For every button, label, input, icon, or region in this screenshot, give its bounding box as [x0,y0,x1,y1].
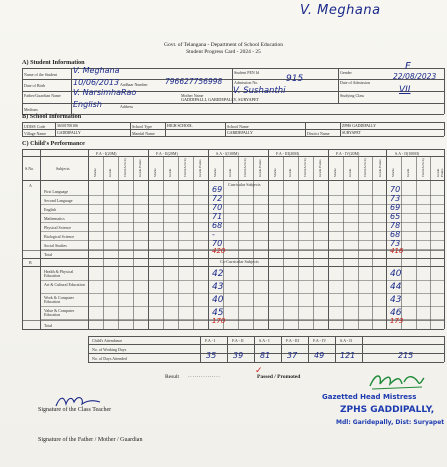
cocurricular-sa1-mark: 45 [212,308,224,318]
att-hdr-sa1: S.A - I [259,338,270,343]
att-hdr-fa2: F.A - II [232,338,244,343]
att-hdr-fa1: F.A - I [205,338,216,343]
cocurricular-name: Work & Computer Education [44,295,74,305]
value-address: GADDIPALLI, GARIDEPALLY, SURYAPET [181,97,260,102]
sub-header: Grade [288,168,292,177]
subject-sa2-mark: 68 [390,230,401,239]
att-sa1: 81 [260,351,271,360]
value-aadhaar: 796627756998 [165,77,223,86]
col-sa1: S.A - I(100M) [216,151,239,156]
sub-header: Grade Points [378,159,382,177]
header-title: Student Progress Card - 2024 - 25 [186,49,261,55]
attendance-title: Child's Attendance [92,338,123,343]
col-sa2: S.A - II(100M) [395,151,420,156]
seal-line3: Mdl: Garidepally, Dist: Suryapet [336,419,445,426]
label-village: Village Name [24,131,47,136]
att-fa2: 39 [233,351,244,360]
student-info-heading: A) Student Information [22,59,85,66]
class-teacher-signature-label: Signature of the Class Teacher [38,407,112,413]
label-admission-no: Admission No. [234,80,259,85]
seal-line2: ZPHS GADDIPALLY, [340,405,435,415]
attended-label: No. of Days Attended [92,356,127,361]
label-studying-class: Studying Class [340,93,365,98]
col-fa4: F.A - IV(20M) [336,151,360,156]
label-school-type: School Type [132,124,152,129]
col-sno: S.No. [25,166,35,171]
value-studying-class: VII [399,85,411,95]
value-gender: F [405,61,411,72]
label-udise: UDISE Code [24,124,46,129]
curricular-label: Curricular Subjects [228,182,261,187]
label-address: Address [120,104,134,109]
value-mandal: GARIDEPALLY [227,131,253,135]
col-fa3: F.A - III(20M) [276,151,300,156]
sub-header: Grade [348,168,352,177]
subject-sa2-mark: 70 [390,185,401,194]
subject-sa1-mark: 70 [212,239,223,248]
subject-name: First Language [44,189,69,194]
label-dob: Date of Birth [24,83,46,88]
sub-header: Grade Points [318,159,322,177]
att-hdr-fa3: F.A - III [286,338,299,343]
header-department: Govt. of Telangana - Department of School Education [164,42,283,48]
subject-sa1-mark: - [212,230,215,239]
subject-sa2-mark: 69 [390,203,401,212]
subject-sa2-mark: 78 [390,221,401,230]
subject-sa2-mark: 65 [390,212,401,221]
cocurricular-sa1-mark: 43 [212,282,224,292]
sub-header: Marks [273,168,277,177]
cocurricular-name: Health & Physical Education [44,269,74,279]
col-subjects: Subjects [56,166,70,171]
subject-name: Physical Science [44,225,71,230]
att-total: 215 [398,351,414,360]
att-fa1: 35 [206,351,217,360]
cocurricular-sa1-mark: 42 [212,269,224,279]
sub-header: Marks [213,168,217,177]
seal-line1: Gazetted Head Mistress [322,393,417,401]
co-total-label: Total [44,323,53,328]
value-dob: 10/06/2013 [73,78,120,87]
result-tick-mark: ✓ [255,366,263,376]
label-mother: Mother Name [181,93,204,98]
att-hdr-fa4: F.A - IV [313,338,327,343]
label-gender: Gender [340,70,352,75]
sub-header: Child Activity [421,157,425,177]
label-pen: Student PEN Id [234,70,260,75]
sub-header: Grade [108,168,112,177]
sub-header: Child Activity [363,157,367,177]
sub-header: Child Activity [183,157,187,177]
value-father: V. NarsimhaRao [73,88,137,97]
parent-signature-label: Signature of the Father / Mother / Guardian [38,437,143,443]
label-aadhaar: Aadhaar Number [120,82,148,87]
section-b: B [29,260,32,265]
cocurricular-sa2-mark: 46 [390,308,402,318]
cocurricular-sa1-mark: 40 [212,295,224,305]
label-district: District Name [307,131,330,136]
att-fa3: 37 [287,351,298,360]
subject-name: Social Studies [44,243,67,248]
progress-card: V. Meghana Govt. of Telangana - Department of School Education Student Progress Card - 2024 - 25 A) Student Information Name of the Student V. Meghana Student PEN Id Gender F Date of Birth 10/06/2013 Aadhaar Number 796627756998 Admission No. 915 Date of Admission 22/08/2023 Father/Guardian Name V. NarsimhaRao Mother Name V. Sushanthi Studying Class VII Medium English Address GADDIPALLI, GARIDEPALLY, SURYAPET B) School Information UDISE Code 36301700106 School Type HIGH SCHOOL School Name ZPHS GADDIPALLY Village Name GADDIPALLY Mandal Name GARIDEPALLY District Name SURYAPET C) Child's Performance F.A - I(20M) F.A - II(20M) S.A - I(100M) F.A - III(20M) F.A - IV(20M) S.A - II(100M) S.No. Subjects Marks Grade Child Activity Grade Points Marks Grade Child Activity Grade Points Marks Grade Child Activity Grade Points Marks Grade Child Activity Grade Points Marks Grade Child Activity Grade Points Marks Grade Child Activity Grade Points A Curricular Subjects First Language 69 70 Second Language 72 73 English 70 69 Mathematics 71 65 Physical Science 68 78 Biological Science - 68 Social Studies 70 73 Total 420 416 B Co-Curricular Subjects Health & Physical Education 42 40 Art & Cultural Education 43 44 Work & Computer Education 40 43 Value & Computer Education 45 46 Total 170 173 Child's Attendance F.A - I F.A - II S.A - I F.A - III F.A - IV S.A - II No. of Working Days No. of Days Attended 35 39 81 37 49 121 215 Result ··············· Passed / Promoted ✓ Signature of the Class Teacher Signature of the Father / Mother / Guardian Gazetted Head Mistress ZPHS GADDIPALLY, Mdl: Garidepally, Dist: Suryapet [0,0,447,467]
school-info-heading: B) School Information [22,113,82,120]
sub-header: Grade [228,168,232,177]
subject-sa1-mark: 68 [212,221,223,230]
subject-name: Second Language [44,198,73,203]
top-handwritten-name: V. Meghana [300,3,381,18]
working-days-label: No. of Working Days [92,347,127,352]
sub-header: Grade [406,168,410,177]
sub-header: Marks [391,168,395,177]
label-school-name: School Name [227,124,249,129]
sub-header: Grade Points [138,159,142,177]
sub-header: Child Activity [123,157,127,177]
subject-sa2-mark: 73 [390,194,401,203]
value-village: GADDIPALLY [57,131,81,135]
value-district: SURYAPET [342,131,361,135]
sub-header: Marks [153,168,157,177]
value-admission-date: 22/08/2023 [393,72,437,81]
sub-header: Grade Points [258,159,262,177]
total-label: Total [44,252,53,257]
subject-sa1-mark: 71 [212,212,223,221]
performance-heading: C) Child's Performance [22,140,85,147]
sub-header: Grade Points [436,168,444,177]
co-total-sa1: 170 [212,317,226,325]
headmistress-signature [366,370,426,392]
subject-sa1-mark: 72 [212,194,223,203]
sub-header: Grade [168,168,172,177]
sub-header: Child Activity [303,157,307,177]
label-father: Father/Guardian Name [24,93,61,98]
value-mother: V. Sushanthi [233,86,286,96]
cocurricular-sa2-mark: 40 [390,269,402,279]
subject-name: Mathematics [44,216,65,221]
sub-header: Child Activity [243,157,247,177]
cocurricular-sa2-mark: 43 [390,295,402,305]
result-label: Result [165,374,180,380]
subject-name: Biological Science [44,234,75,239]
value-student-name: V. Meghana [73,66,120,75]
value-school-type: HIGH SCHOOL [167,124,193,128]
label-student-name: Name of the Student [24,72,57,77]
sub-header: Grade Points [198,159,202,177]
subject-sa2-mark: 73 [390,239,401,248]
sub-header: Marks [333,168,337,177]
label-admission-date: Date of Admission [340,80,370,85]
cocurricular-name: Value & Computer Education [44,308,75,318]
att-fa4: 49 [314,351,325,360]
value-school-name: ZPHS GADDIPALLY [342,124,376,128]
cocurricular-label: Co-Curricular Subjects [220,259,259,264]
value-medium: English [73,100,102,109]
label-mandal: Mandal Name [132,131,155,136]
result-value: Passed / Promoted [257,374,301,380]
subject-sa1-mark: 70 [212,203,223,212]
total-sa2: 416 [390,247,404,255]
section-a: A [29,183,32,188]
cocurricular-sa2-mark: 44 [390,282,402,292]
col-fa1: F.A - I(20M) [96,151,117,156]
cocurricular-name: Art & Cultural Education [44,282,85,287]
value-udise: 36301700106 [57,124,78,128]
att-hdr-sa2: S.A - II [340,338,352,343]
subject-name: English [44,207,57,212]
label-medium: Medium [24,107,38,112]
col-fa2: F.A - II(20M) [156,151,178,156]
co-total-sa2: 173 [390,317,404,325]
subject-sa1-mark: 69 [212,185,223,194]
total-sa1: 420 [212,247,226,255]
value-admission-no: 915 [286,74,304,84]
sub-header: Marks [93,168,97,177]
att-sa2: 121 [340,351,356,360]
